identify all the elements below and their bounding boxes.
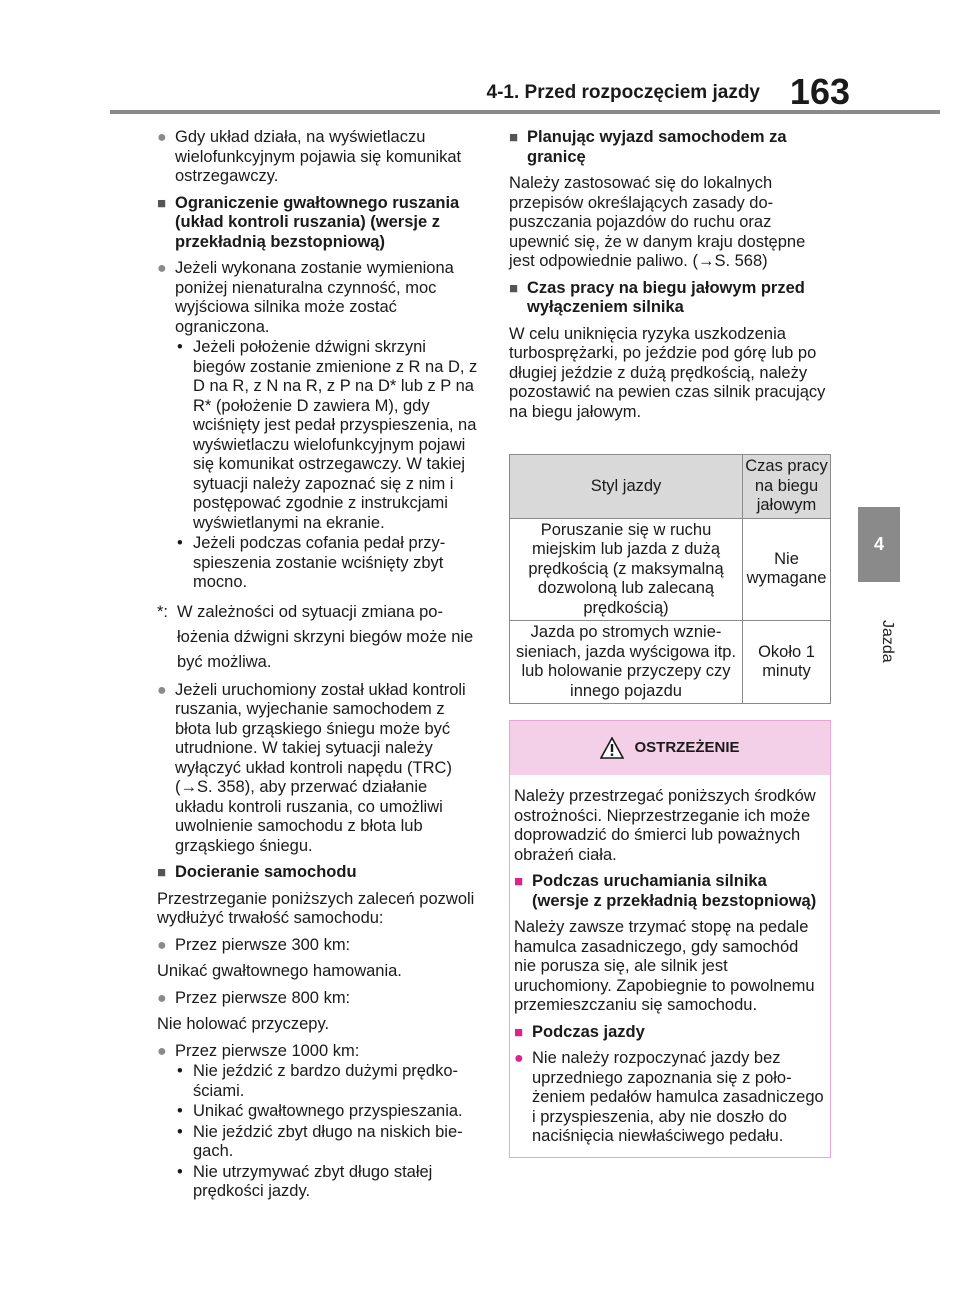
- sub-item: • Unikać gwałtownego przyspieszania.: [177, 1102, 463, 1120]
- chapter-number: 4: [873, 534, 884, 554]
- square-bullet-icon: ■: [514, 873, 524, 890]
- subheading: ■ Planując wyjazd samochodem za granicę: [509, 128, 787, 166]
- table-header-cell: Czas pracy na biegu jałowym: [743, 455, 831, 519]
- sub-item: • Nie jeździć zbyt długo na niskich biegach.: [177, 1122, 463, 1160]
- paragraph: Należy zawsze trzymać stopę na pedale hamulca zasadniczego, gdy samochód nie porusza się, ale silnik jest uruchomiony. Zapobiegnie to powolnemu przemieszczaniu się samochodu.: [514, 918, 815, 1014]
- small-bullet-icon: •: [177, 1062, 183, 1080]
- bullet-dot-icon: ●: [157, 129, 167, 146]
- chapter-tab: [858, 507, 900, 582]
- table-cell: Poruszanie się w ruchu miejskim lub jazda z dużą prędkością (z maksymalną dozwoloną lub zalecaną prędkością): [510, 518, 743, 621]
- table-row: [510, 518, 831, 621]
- chapter-label: Jazda: [879, 620, 896, 663]
- paragraph: W celu uniknięcia ryzyka uszkodzenia turbosprężarki, po jeździe pod górę lub po długiej jeździe z dużą prędkością, należy pozostawić na pewien czas silnik pracujący na biegu jałowym.: [509, 324, 826, 421]
- paragraph: Przestrzeganie poniższych zaleceń pozwoli wydłużyć trwałość samochodu:: [157, 889, 475, 927]
- subheading: ■ Podczas uruchamiania silnika (wersje z przekładnią bezstopniową): [514, 872, 817, 910]
- warning-triangle-icon: [600, 737, 624, 759]
- paragraph: Należy zastosować się do lokalnych przepisów określających zasady dopuszczania pojazdów do ruchu oraz upewnić się, że w danym kraju dostępne jest odpowiednie paliwo. (→S. 568): [509, 174, 806, 270]
- sub-item: • Nie utrzymywać zbyt długo stałej prędkości jazdy.: [177, 1162, 433, 1200]
- paragraph: Nie holować przyczepy.: [157, 1015, 330, 1033]
- paragraph: Należy przestrzegać poniższych środków ostrożności. Nieprzestrzeganie ich może doprowadzić do śmierci lub poważnych obrażeń ciała.: [514, 787, 816, 864]
- list-item: ● Przez pierwsze 300 km:: [157, 935, 351, 954]
- left-column: [157, 128, 479, 1209]
- table-header-cell: Styl jazdy: [510, 455, 743, 519]
- square-bullet-icon: ■: [514, 1023, 524, 1041]
- small-bullet-icon: •: [177, 1122, 183, 1141]
- paragraph: Unikać gwałtownego hamowania.: [157, 962, 402, 980]
- footnote: *: W zależności od sytuacji zmiana położenia dźwigni skrzyni biegów może nie być możliwa.: [157, 602, 474, 671]
- warning-header: [510, 721, 830, 775]
- list-item: ● Gdy układ działa, na wyświetlaczu wielofunkcyjnym pojawia się komunikat ostrzegawczy.: [157, 128, 462, 185]
- table-header-row: [510, 455, 831, 519]
- page-number: 163: [789, 71, 850, 112]
- right-column: [509, 128, 831, 1158]
- subheading: ■ Ograniczenie gwałtownego ruszania (układ kontroli ruszania) (wersje z przekładnią bezstopniową): [157, 193, 460, 251]
- square-bullet-icon: ■: [509, 279, 519, 297]
- subheading: ■ Docieranie samochodu: [157, 863, 357, 881]
- small-bullet-icon: •: [177, 338, 183, 356]
- table-cell: Około 1 minuty: [743, 621, 831, 704]
- subheading: ■ Czas pracy na biegu jałowym przed wyłączeniem silnika: [509, 278, 805, 316]
- section-title: 4-1. Przed rozpoczęciem jazdy: [486, 82, 760, 103]
- square-bullet-icon: ■: [157, 864, 167, 881]
- square-bullet-icon: ■: [509, 129, 519, 146]
- warning-body: [510, 775, 830, 1157]
- table-cell: Jazda po stromych wzniesieniach, jazda wyścigowa itp. lub holowanie przyczepy czy innego pojazdu: [510, 621, 743, 704]
- warning-box: [509, 720, 831, 1158]
- list-item: ● Nie należy rozpoczynać jazdy bez uprzedniego zapoznania się z położeniem pedałów hamulca zasadniczego i przyspieszenia, aby nie doszło do naciśnięcia niewłaściwego pedału.: [514, 1049, 824, 1145]
- bullet-dot-icon: ●: [514, 1050, 524, 1067]
- sub-item: • Jeżeli podczas cofania pedał przyspieszenia zostanie wciśnięty zbyt mocno.: [177, 534, 446, 591]
- list-item: ● Przez pierwsze 800 km:: [157, 988, 351, 1007]
- bullet-dot-icon: ●: [157, 681, 167, 699]
- warning-title: OSTRZEŻENIE: [634, 739, 740, 757]
- square-bullet-icon: ■: [157, 194, 167, 212]
- table-row: [510, 621, 831, 704]
- sub-item: • Jeżeli położenie dźwigni skrzyni biegów zostanie zmienione z R na D, z D na R, z N na R, z P na D* lub z P na R* (położenie D zawiera M), gdy wciśnięty jest pedał przyspieszenia, na wyświetlaczu wielofunkcyjnym pojawi się komunikat ostrzegawczy. W takiej sytuacji należy zapoznać się z nim i postępować zgodnie z instrukcjami wyświetlanymi na ekranie.: [177, 338, 478, 532]
- small-bullet-icon: •: [177, 534, 183, 552]
- list-item: ● Jeżeli wykonana zostanie wymieniona poniżej nienaturalna czynność, moc wyjściowa silnika może zostać ograniczona. • Jeżeli położenie dźwigni skrzyni biegów zostanie zmienione z R na D, z D na R, z N na R, z P na D* lub z P na R* (położenie D zawiera M), gdy wciśnięty jest pedał przyspieszenia, na wyświetlaczu wielofunkcyjnym pojawi się komunikat ostrzegawczy. W takiej sytuacji należy zapoznać się z nim i postępować zgodnie z instrukcjami wyświetlanymi na ekranie. • Jeżeli podczas cofania pedał przyspieszenia zostanie wciśnięty zbyt mocno.: [157, 259, 478, 591]
- bullet-dot-icon: ●: [157, 936, 167, 954]
- sub-item: • Nie jeździć z bardzo dużymi prędkościami.: [177, 1062, 459, 1100]
- small-bullet-icon: •: [177, 1102, 183, 1120]
- list-item: ● Przez pierwsze 1000 km: • Nie jeździć z bardzo dużymi prędkościami. • Unikać gwałtownego przyspieszania. • Nie jeździć zbyt długo na niskich biegach. • Nie utrzymywać zbyt długo stałej prędkości jazdy.: [157, 1042, 479, 1202]
- bullet-dot-icon: ●: [157, 260, 167, 277]
- idle-time-table: [509, 454, 831, 704]
- bullet-dot-icon: ●: [157, 1042, 167, 1060]
- bullet-dot-icon: ●: [157, 989, 167, 1007]
- list-item: ● Jeżeli uruchomiony został układ kontroli ruszania, wyjechanie samochodem z błota lub grząskiego śniegu może być utrudnione. W takiej sytuacji należy wyłączyć układ kontroli napędu (TRC) (→S. 358), aby przerwać działanie układu kontroli ruszania, co umożliwi uwolnienie samochodu z błota lub grząskiego śniegu.: [157, 680, 466, 855]
- small-bullet-icon: •: [177, 1162, 183, 1181]
- subheading: ■ Podczas jazdy: [514, 1022, 645, 1041]
- table-cell: Nie wymagane: [743, 518, 831, 621]
